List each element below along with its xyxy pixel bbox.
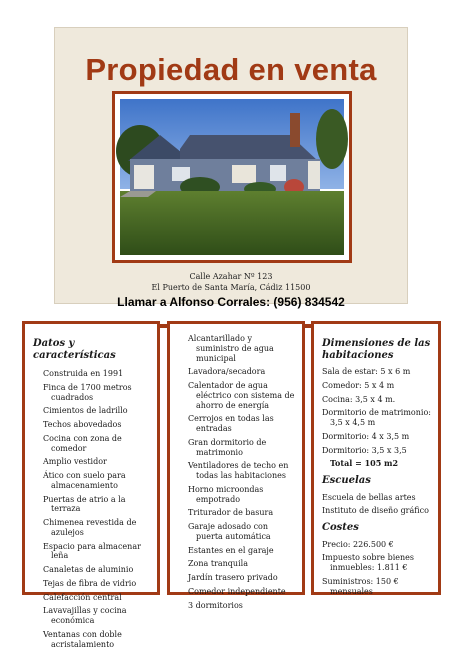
schools-list <box>322 493 433 517</box>
list-item: Cerrojos en todas las entradas <box>188 414 274 433</box>
features-list <box>33 369 151 649</box>
list-item: Alcantarillado y suministro de agua municipal <box>188 334 274 363</box>
list-item: Calentador de agua eléctrico con sistema de ahorro de energía <box>188 381 295 410</box>
list-item: Lavadora/secadora <box>188 367 266 377</box>
list-item: Sala de estar: 5 x 6 m <box>322 367 411 376</box>
features-heading: Datos y características <box>33 338 116 361</box>
list-item: Puertas de atrio a la terraza <box>43 494 126 514</box>
list-item: Estantes en el garaje <box>188 545 274 555</box>
costs-heading: Costes <box>322 522 359 533</box>
list-item: Precio: 226.500 € <box>322 539 394 549</box>
list-item: Techos abovedados <box>43 420 122 429</box>
list-item: Instituto de diseño gráfico <box>322 506 429 516</box>
address-street: Calle Azahar Nº 123 <box>189 272 273 281</box>
list-item: Cocina con zona de comedor <box>43 433 122 453</box>
header-panel <box>54 27 408 309</box>
details-column <box>311 321 441 595</box>
list-item: Ventanas con doble acristalamiento <box>43 629 122 649</box>
schools-heading: Escuelas <box>322 475 371 486</box>
list-item: Gran dormitorio de matrimonio <box>188 437 267 457</box>
list-item: Triturador de basura <box>188 508 274 518</box>
list-item: Lavavajillas y cocina económica <box>43 606 127 625</box>
list-item: Impuesto sobre bienes inmuebles: 1.811 € <box>322 553 414 572</box>
list-item: Suministros: 150 € mensuales <box>322 576 399 596</box>
address-city: El Puerto de Santa María, Cádiz 11500 <box>151 283 311 292</box>
list-item: Calefacción central <box>43 592 122 602</box>
list-item: 3 dormitorios <box>188 600 243 610</box>
list-item: Horno microondas empotrado <box>188 484 264 504</box>
page-title: Propiedad en venta <box>85 52 377 87</box>
list-item: Finca de 1700 metros cuadrados <box>43 382 132 402</box>
list-item: Chimenea revestida de azulejos <box>43 518 137 537</box>
house-photo <box>120 99 344 255</box>
house-photo-frame <box>112 91 352 263</box>
list-item: Garaje adosado con puerta automática <box>188 522 271 541</box>
list-item: Jardín trasero privado <box>188 573 278 582</box>
dimensions-heading: Dimensiones de las habitaciones <box>322 338 431 361</box>
amenities-column <box>167 321 305 610</box>
list-item: Espacio para almacenar leña <box>43 541 141 561</box>
list-item: Comedor: 5 x 4 m <box>322 380 395 390</box>
costs-list <box>322 540 433 597</box>
list-item: Dormitorio: 4 x 3,5 m <box>322 431 410 441</box>
contact-call-text: Llamar a Alfonso Corrales: (956) 834542 <box>117 295 345 309</box>
list-item: Escuela de bellas artes <box>322 492 416 502</box>
list-item: Ático con suelo para almacenamiento <box>43 471 126 490</box>
list-item: Ventiladores de techo en todas las habitaciones <box>188 461 289 480</box>
list-item: Cimientos de ladrillo <box>43 406 128 416</box>
list-item: Zona tranquila <box>188 559 248 569</box>
list-item: Tejas de fibra de vidrio <box>43 578 137 588</box>
list-item: Amplio vestidor <box>43 457 107 467</box>
dimensions-total: Total = 105 m2 <box>330 458 399 469</box>
list-item: Canaletas de aluminio <box>43 565 134 574</box>
features-column <box>22 321 160 649</box>
list-item: Dormitorio: 3,5 x 3,5 <box>322 445 407 455</box>
dimensions-list <box>322 367 433 469</box>
list-item: Construida en 1991 <box>43 369 124 378</box>
list-item: Cocina: 3,5 x 4 m. <box>322 394 396 404</box>
list-item: Comedor independiente <box>188 586 286 596</box>
connector-bar <box>160 324 167 328</box>
list-item: Dormitorio de matrimonio: 3,5 x 4,5 m <box>322 408 431 427</box>
amenities-list <box>178 334 296 610</box>
